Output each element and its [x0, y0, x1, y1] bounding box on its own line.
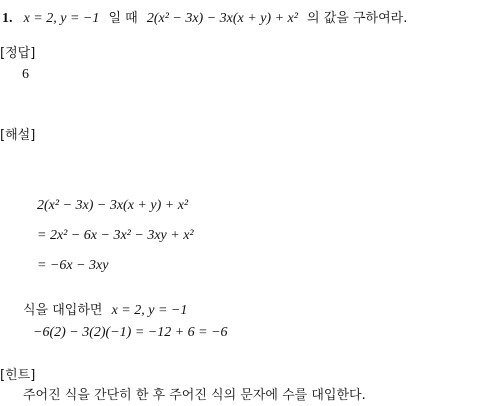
problem-number: 1. [2, 11, 13, 26]
answer-label: [정답] [0, 46, 36, 61]
solution-step-1: 2(x² − 3x) − 3x(x + y) + x² [37, 198, 189, 213]
substitution-text: 식을 대입하면 [23, 303, 103, 318]
answer-value: 6 [22, 67, 29, 82]
problem-expression: 2(x² − 3x) − 3x(x + y) + x² [146, 11, 298, 26]
problem-condition: x = 2, y = −1 [23, 11, 100, 26]
substitution-values: x = 2, y = −1 [111, 303, 188, 318]
solution-label: [해설] [0, 128, 36, 143]
problem-text-1: 일 때 [108, 11, 138, 26]
problem-text-2: 의 값을 구하여라. [307, 11, 408, 26]
solution-substitution [23, 301, 187, 318]
substitution-result: −6(2) − 3(2)(−1) = −12 + 6 = −6 [33, 325, 228, 340]
problem-statement [2, 9, 407, 26]
solution-step-3: = −6x − 3xy [37, 258, 109, 273]
hint-label: [힌트] [0, 368, 36, 383]
hint-text: 주어진 식을 간단히 한 후 주어진 식의 문자에 수를 대입한다. [23, 388, 366, 403]
solution-step-2: = 2x² − 6x − 3x² − 3xy + x² [37, 228, 194, 243]
